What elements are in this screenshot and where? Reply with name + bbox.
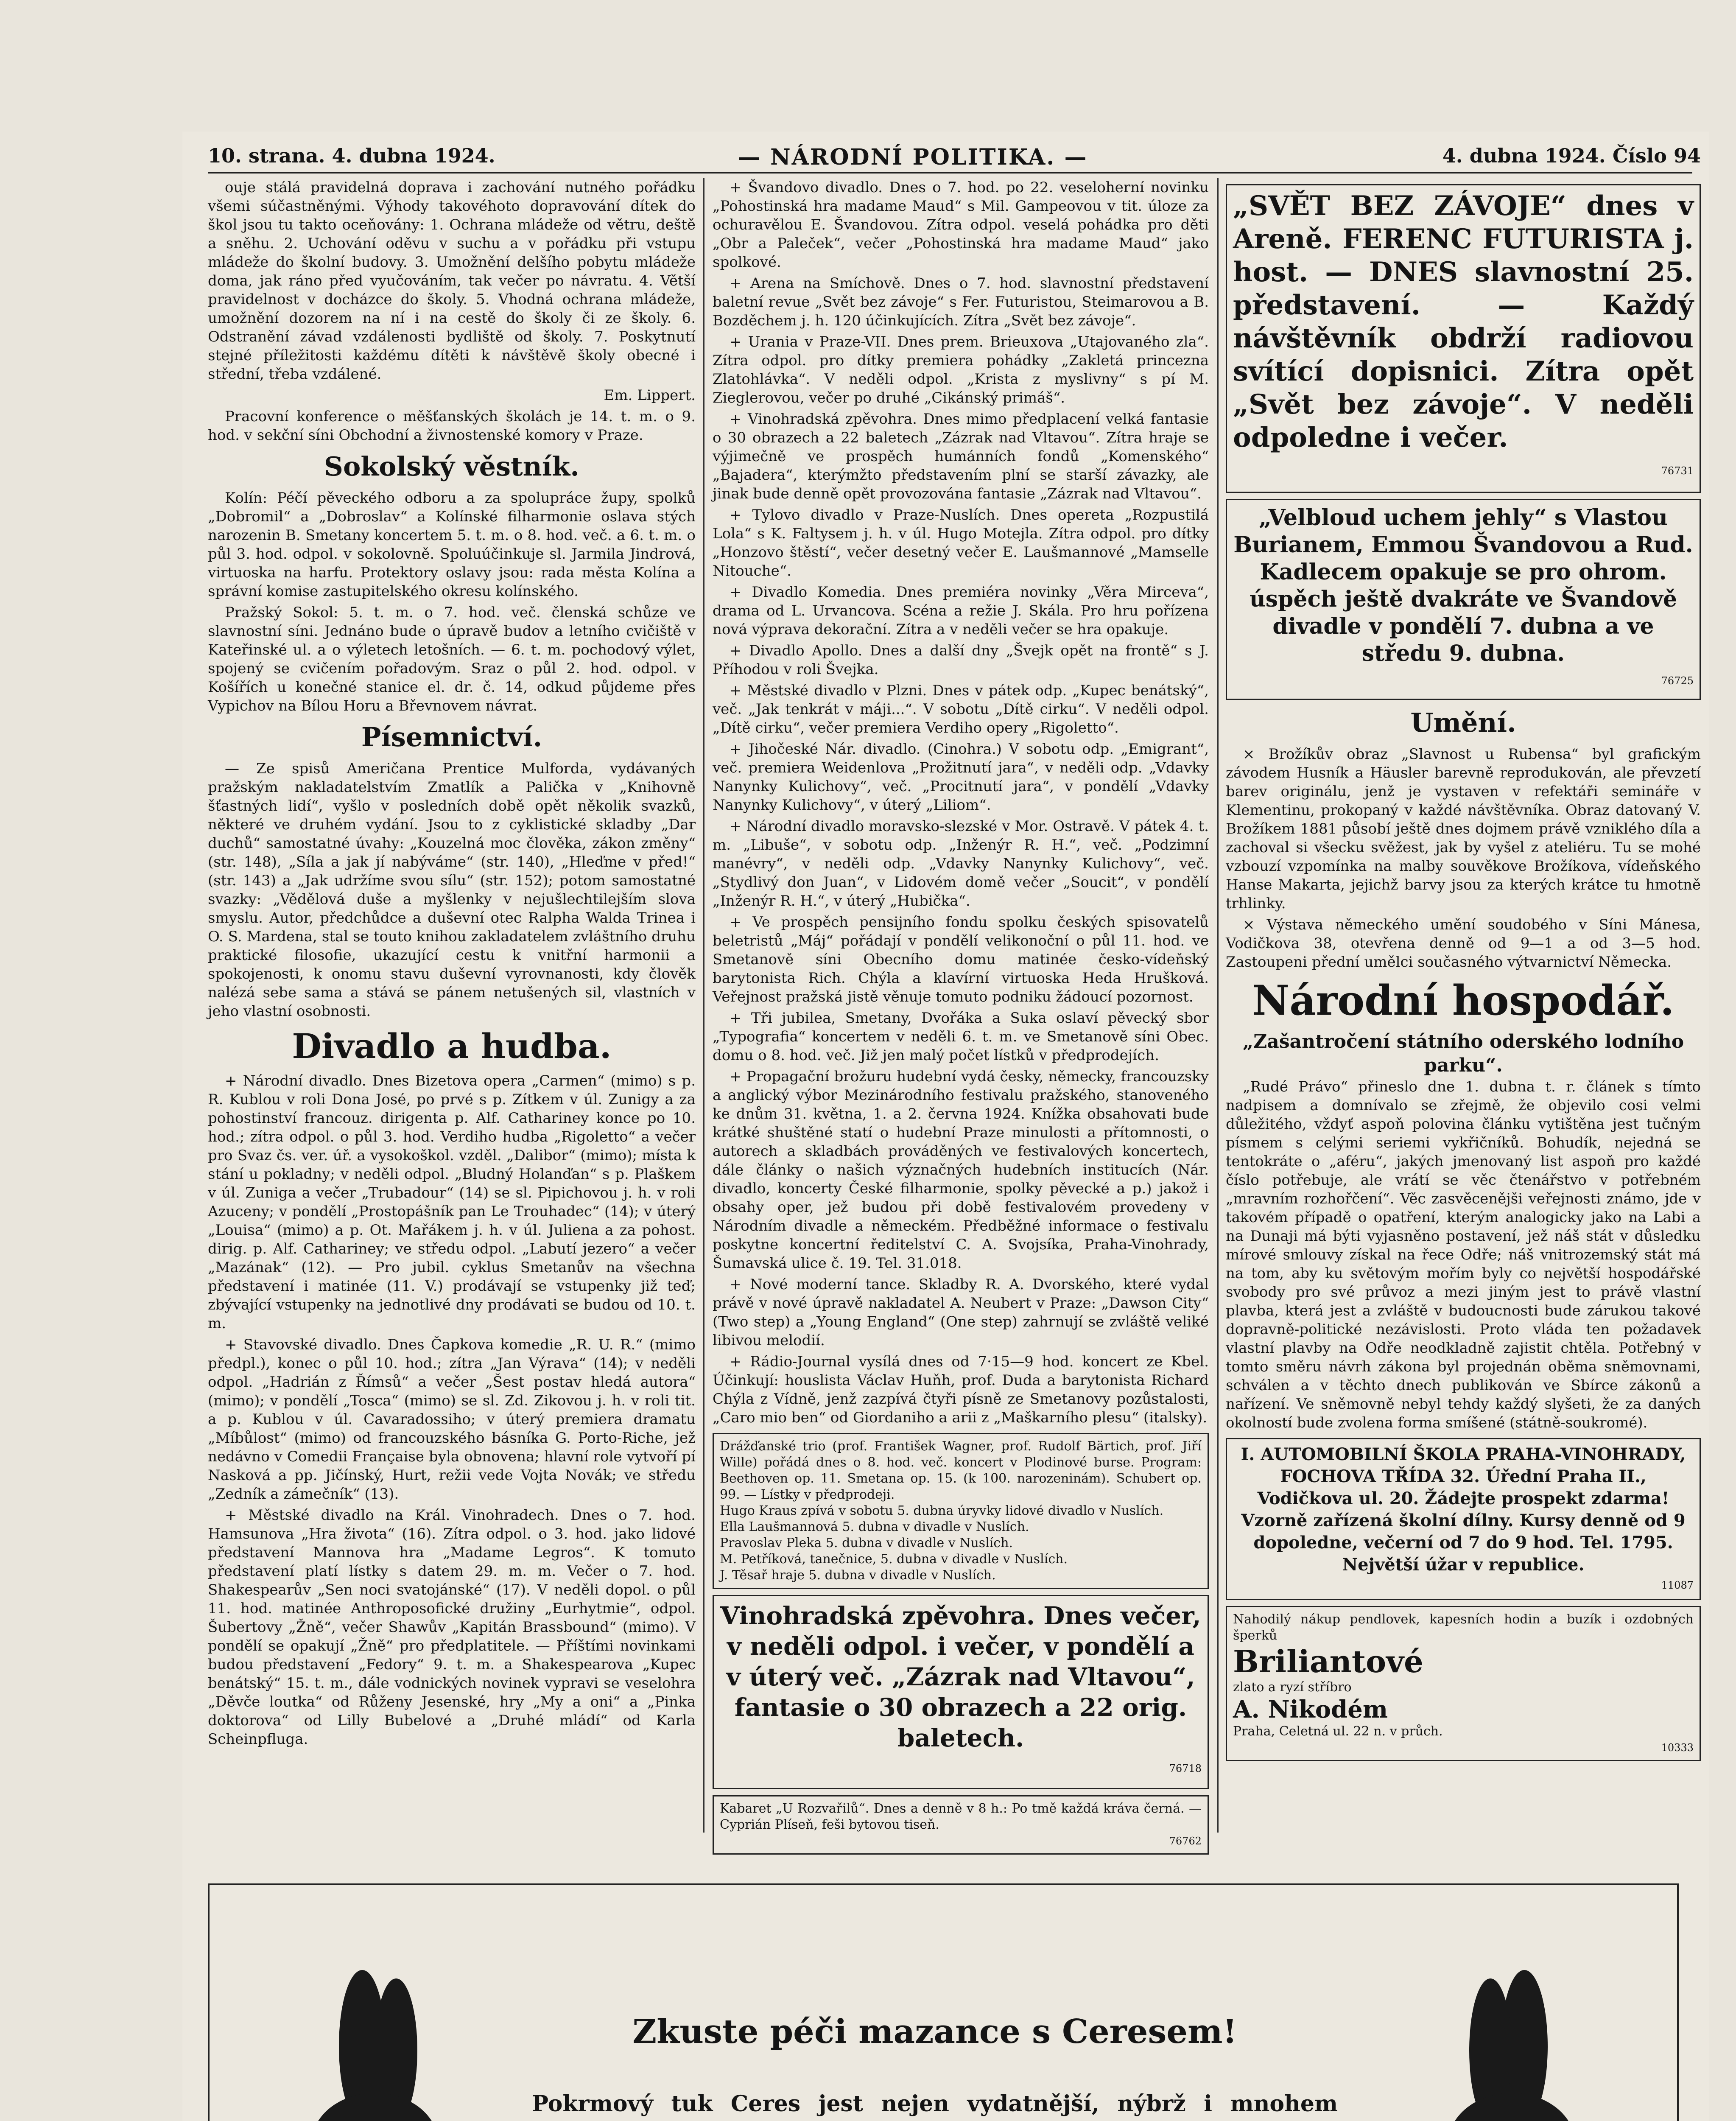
ad-headline: Zkuste péči mazance s Ceresem! bbox=[632, 2012, 1237, 2051]
ad-line: Hugo Kraus zpívá v sobotu 5. dubna úryvky lidové divadlo v Nuslích. bbox=[720, 1503, 1164, 1518]
masthead-right: 4. dubna 1924. Číslo 94 bbox=[1442, 144, 1701, 167]
concert-ad bbox=[713, 1433, 1209, 1589]
newspaper-page bbox=[182, 132, 1709, 2121]
ad-number: 10333 bbox=[1661, 1742, 1694, 1754]
article-text: + Rádio-Journal vysílá dnes od 7·15—9 hod. koncert ze Kbel. Účinkují: houslista Václav Huňh, prof. Duda a barytonista Richard Chýla z Vídně, jenž zazpívá čtyři písně ze Smetanovy pozůstalosti, „Caro mio ben“ od Giordaniho a arii z „Maškarního plesu“ (italsky). bbox=[713, 1353, 1209, 1426]
article-text: + Městské divadlo na Král. Vinohradech. Dnes o 7. hod. Hamsunova „Hra života“ (16). Zítra odpol. o 3. hod. jako lidové představení Mannova hra „Madame Legros“. K tomuto představení platí lístky s datem 29. m. m. Večer o 7. hod. Shakespearův „Sen noci svatojánské“ (17). V neděli dopol. o půl 11. hod. matinée Anthroposofické družiny „Eurhytmie“, odpol. Šubertovy „Žně“, večer Shawův „Kapitán Brassbound“ (mimo). V pondělí se opakují „Žně“ pro předplatitele. — Příštími novinkami budou představení „Fedory“ 9. t. m. a Shakespearova „Kupec benátský“ 15. t. m., dále vodnických novinek vypravi se veselohra „Děvče loutka“ od Růženy Jesenské, hry „My a oni“ a „Pinka doktorova“ od Lilly Bubelové a „Druhé mládí“ od Karla Scheinpfluga. bbox=[208, 1507, 696, 1748]
section-heading: Národní hospodář. bbox=[1252, 977, 1674, 1024]
article-text: + Propagační brožuru hudební vydá česky, německy, francouzsky a anglický výbor Mezinárodního festivalu pražského, stanoveného ke dnům 31. května, 1. a 2. června 1924. Knížka obsahovati bude krátké shuštěné statí o hudební Praze minulosti a přítomnosti, o autorech a skladbách prováděných ve festivalových koncertech, dále články o našich význačných hudebních institucích (Nár. divadlo, koncerty České filharmonie, spolky pěvecké a p.) jakož i obsahy oper, jež budou při době festivalovém provedeny v Národním divadle a německém. Předběžné informace o festivalu poskytne koncertní ředitelství C. A. Svojsíka, Praha-Vinohrady, Šumavská ulice č. 19. Tel. 31.018. bbox=[713, 1068, 1209, 1272]
article-text: + Nové moderní tance. Skladby R. A. Dvorského, které vydal právě v nové úpravě nakladatel A. Neubert v Praze: „Dawson City“ (Two step) a „Young England“ (One step) zahrnují se zvláště veliké libivou melodií. bbox=[713, 1276, 1209, 1349]
article-text: + Tylovo divadlo v Praze-Nuslích. Dnes opereta „Rozpustilá Lola“ s K. Faltysem j. h. v úl. Hugo Motejla. Zítra odpol. pro dítky „Honzovo štěstí“, večer desetný večer E. Laušmannové „Mamselle Nitouche“. bbox=[713, 506, 1209, 579]
newspaper-title: — NÁRODNÍ POLITIKA. — bbox=[738, 144, 1088, 170]
ceres-ad bbox=[208, 1883, 1679, 2121]
masthead-rule bbox=[208, 172, 1692, 173]
signature: Em. Lippert. bbox=[604, 387, 696, 404]
column-middle bbox=[713, 178, 1209, 1847]
article-text: + Urania v Praze-VII. Dnes prem. Brieuxova „Utajovaného zla“. Zítra odpol. pro dítky premiera pohádky „Zakletá princezna Zlatohlávka“. V neděli odpol. „Krista z myslivny“ s pí M. Zieglerovou, večer po druhé „Cikánský primáš“. bbox=[713, 333, 1209, 406]
article-text: × Výstava německého umění soudobého v Síni Mánesa, Vodičkova 38, otevřena denně od 9—1 a od 3—5 hod. Zastoupeni přední umělci současného výtvarnictví Německa. bbox=[1226, 916, 1701, 971]
article-text: „Rudé Právo“ přineslo dne 1. dubna t. r. článek s tímto nadpisem a domnívalo se zřejmě, že objevilo cosi velmi důležitého, vždyť aspoň polovina článku vytištěna jest tučným písmem s celými seriemi vykřičníků. Bohudík, nejedná se tentokráte o „aféru“, jakých jmenovaný list aspoň pro každé číslo potřebuje, ale vrátí se věc čtenářstvo v potřebném „mravním rozhořčení“. Věc zasvěcenějši veřejnosti známo, jde v takovém případě o opatření, kterým analogicky jako na Labi a na Dunaji má býti vyjasněno postavení, jež náš stát v důsledku mírové smlouvy získal na řece Odře; náš vnitrozemský stát má na tom, aby ku světovým mořím byly co největší hospodářské svobody pro své průvoz a mezi jiným jest to právě vlastní plavba, která jest a zvláště v budoucnosti bude zárukou takové dopravně-politické nezávislosti. Proto vláda ten požadavek vlastní plavby na Odře neodkladně zajistit chtěla. Potřebný v tomto směru návrh zákona byl projednán oběma sněmovnami, schválen a v těchto dnech publikován ve Sbírce zákonů a nařízení. Ve sněmovně nebyl tehdy každý slyšeti, že za daných okolností bude zvolena forma smíšené (státně-soukromé). bbox=[1226, 1078, 1701, 1431]
column-right bbox=[1226, 178, 1701, 1875]
autoskola-ad bbox=[1226, 1438, 1701, 1600]
section-heading: Umění. bbox=[1410, 707, 1516, 738]
article-text: Pražský Sokol: 5. t. m. o 7. hod. več. členská schůze ve slavnostní síni. Jednáno bude o úpravě budov a letního cvičiště v Kateřinské ul. a o výletech letošních. — 6. t. m. pochodový výlet, spojený se cvičením pořadovým. Sraz o půl 2. hod. odpol. v Košířích u konečné stanice el. dr. č. 14, odkud půjdeme přes Vypichov na Bílou Horu a Břevnovem návrat. bbox=[208, 604, 696, 714]
ad-text: Kabaret „U Rozvařilů“. Dnes a denně v 8 h.: Po tmě každá kráva černá. — Cyprián Plíseň, feši bytovou tiseň. bbox=[720, 1801, 1202, 1832]
zpevohra-ad bbox=[713, 1595, 1209, 1789]
ad-number: 76762 bbox=[1169, 1835, 1202, 1847]
ad-text: Praha, Celetná ul. 22 n. v průch. bbox=[1233, 1724, 1443, 1739]
masthead bbox=[208, 144, 1701, 174]
ad-line: Pravoslav Pleka 5. dubna v divadle v Nuslích. bbox=[720, 1536, 1013, 1550]
article-text: + Tři jubilea, Smetany, Dvořáka a Suka oslaví pěvecký sbor „Typografia“ koncertem v neděli 6. t. m. ve Smetanově síni Obec. domu o 8. hod. več. Již jen malý počet lístků v předprodejích. bbox=[713, 1010, 1209, 1064]
ad-number: 11087 bbox=[1661, 1579, 1694, 1591]
ad-text: Pokrmový tuk Ceres jest nejen vydatnější, nýbrž i mnohem bbox=[532, 2091, 1338, 2117]
article-text: + Národní divadlo moravsko-slezské v Mor. Ostravě. V pátek 4. t. m. „Libuše“, v sobotu odp. „Inženýr R. H.“, več. „Podzimní manévry“, v neděli odp. „Vdavky Nanynky Kulichovy“, več. „Stydlivý don Juan“, v Lidovém domě večer „Soucit“, v pondělí „Inženýr R. H.“, v úterý „Hubička“. bbox=[713, 818, 1209, 909]
article-text: + Švandovo divadlo. Dnes o 7. hod. po 22. veseloherní novinku „Pohostinská hra madame Maud“ s Mil. Gampeovou v tit. úloze za ochuravělou E. Švandovou. Zítra odpol. veselá pohádka pro děti „Obr a Paleček“, večer „Pohostinská hra madame Maud“ jako spolkové. bbox=[713, 179, 1209, 271]
article-text: ouje stálá pravidelná doprava i zachování nutného pořádku všemi súčastněnými. Výhody takovéhoto dopravování dítek do škol jsou tu takto oceňovány: 1. Ochrana mládeže od větru, deště a sněhu. 2. Uchování oděvu v suchu a v pořádku při vstupu mládeže do školní budovy. 3. Umožnění delšího pobytu mládeže doma, jak ráno před vyučováním, tak večer po návratu. 4. Větší pravidelnost v docházce do školy. 5. Vhodná ochrana mládeže, umožnění dozorem na ní i na cestě do školy či ze školy. 6. Odstranění závad vzdálenosti bydliště od školy. 7. Poskytnutí stejné příležitosti každému dítěti k návštěvě školy obecné i střední, třeba vzdálené. bbox=[208, 179, 696, 383]
ad-text: Vinohradská zpěvohra. Dnes večer, v neděli odpol. i večer, v pondělí a v úterý več. „Zázrak nad Vltavou“, fantasie o 30 obrazech a 22 orig. baletech. bbox=[720, 1601, 1201, 1752]
velbloud-ad bbox=[1226, 499, 1701, 700]
ad-headline: A. Nikodém bbox=[1233, 1696, 1388, 1724]
article-text: + Jihočeské Nár. divadlo. (Cinohra.) V sobotu odp. „Emigrant“, več. premiera Weidenlova „Prožitnutí jara“, v neděli odp. „Vdavky Nanynky Kulichovy“, več. „Procitnutí jara“, v pondělí „Vdavky Nanynky Kulichovy“, v úterý „Liliom“. bbox=[713, 741, 1209, 814]
article-text: + Vinohradská zpěvohra. Dnes mimo předplacení velká fantasie o 30 obrazech a 22 baletech „Zázrak nad Vltavou“. Zítra hraje se výjimečně ve prospěch humánních fondů „Komenského“ „Bajadera“, kterýmžto představením plní se starší závazky, ale jinak bude denně opět provozována fantasie „Zázrak nad Vltavou“. bbox=[713, 411, 1209, 502]
kabaret-ad bbox=[713, 1795, 1209, 1855]
article-text: + Stavovské divadlo. Dnes Čapkova komedie „R. U. R.“ (mimo předpl.), konec o půl 10. hod.; zítra „Jan Výrava“ (14); v neděli odpol. „Hadrián z Římsů“ a večer „Šest postav hledá autora“ (mimo); v pondělí „Tosca“ (mimo) se sl. Zd. Zikovou j. h. v roli tit. a p. Kublou v úl. Cavaradossiho; v úterý premiera dramatu „Míbůlost“ (mimo) od francouzského básníka G. Porto-Riche, jež nedávno v Comedii Française byla obnovena; hlavní role vytvoří pí Nasková a pp. Jičínský, Hurt, režii vede Vojta Novák; ve středu „Zedník a zámečník“ (13). bbox=[208, 1336, 696, 1503]
article-text: + Divadlo Apollo. Dnes a další dny „Švejk opět na frontě“ s J. Příhodou v roli Švejka. bbox=[713, 642, 1209, 678]
ad-text: „Velbloud uchem jehly“ s Vlastou Burianem, Emmou Švandovou a Rud. Kadlecem opakuje se pro ohrom. úspěch ještě dvakráte ve Švandově divadle v pondělí 7. dubna a ve středu 9. dubna. bbox=[1233, 505, 1693, 666]
article-text: + Městské divadlo v Plzni. Dnes v pátek odp. „Kupec benátský“, več. „Jak tenkrát v máji...“. V sobotu „Dítě cirku“. V neděli odpol. „Dítě cirku“, večer premiera Verdiho opery „Rigoletto“. bbox=[713, 682, 1209, 736]
ad-line: Ella Laušmannová 5. dubna v divadle v Nuslích. bbox=[720, 1519, 1029, 1534]
article-text: + Arena na Smíchově. Dnes o 7. hod. slavnostní představení baletní revue „Svět bez závoje“ s Fer. Futuristou, Steimarovou a B. Bozděchem j. h. 120 účinkujících. Zítra „Svět bez závoje“. bbox=[713, 275, 1209, 329]
ad-headline: Briliantové bbox=[1233, 1643, 1423, 1679]
column-divider bbox=[703, 178, 704, 1833]
ad-line: M. Petříková, tanečnice, 5. dubna v divadle v Nuslích. bbox=[720, 1552, 1068, 1567]
rabbit-illustration bbox=[1410, 1962, 1630, 2121]
ad-text: Nahodilý nákup pendlovek, kapesních hodin a buzík i ozdobných šperků bbox=[1233, 1612, 1694, 1643]
ad-number: 76725 bbox=[1661, 675, 1694, 687]
article-headline: „Zašantročení státního oderského lodního parku“. bbox=[1242, 1031, 1684, 1076]
article-text: Kolín: Péčí pěveckého odboru a za spolupráce župy, spolků „Dobromil“ a „Dobroslav“ a Kolínské filharmonie oslava stých narozenin B. Smetany koncertem 5. t. m. o 8. hod. več. a 6. t. m. o půl 3. hod. odpol. v sokolovně. Spoluúčinkuje sl. Jarmila Jindrová, virtuoska na harfu. Protektory oslavy jsou: rada města Kolína a správní komise zastupitelského okresu kolínského. bbox=[208, 490, 696, 600]
ad-number: 76718 bbox=[1169, 1763, 1202, 1774]
ad-text: zlato a ryzí stříbro bbox=[1233, 1680, 1352, 1695]
article-text: + Divadlo Komedia. Dnes premiéra novinky „Věra Mirceva“, drama od L. Urvancova. Scéna a režie J. Skála. Pro hru pořízena nová výprava dekorační. Zítra a v neděli večer se hra opakuje. bbox=[713, 584, 1209, 638]
article-text: Pracovní konference o měšťanských školách je 14. t. m. o 9. hod. v sekční síni Obchodní a živnostenské komory v Praze. bbox=[208, 408, 696, 444]
section-heading: Písemnictví. bbox=[361, 722, 542, 753]
ad-line: Drážďanské trio (prof. František Wagner, prof. Rudolf Bärtich, prof. Jiří Wille) pořádá dnes o 8. hod. več. koncert v Plodinové burse. Program: Beethoven op. 11. Smetana op. 15. (k 100. narozeninám). Schubert op. 99. — Lístky v předprodeji. bbox=[720, 1439, 1202, 1502]
article-text: + Národní divadlo. Dnes Bizetova opera „Carmen“ (mimo) s p. R. Kublou v roli Dona José, po prvé s p. Zítkem v úl. Zunigy a za pohostinství francouz. dirigenta p. Alf. Cathariney konce po 10. hod.; zítra odpol. o půl 3. hod. Verdiho hudba „Rigoletto“ a večer pro Svaz čs. ver. úř. a vysokoškol. vzděl. „Dalibor“ (mimo); místa k stání u pokladny; v neděli odpol. „Bludný Holanďan“ s p. Plaškem v úl. Zuniga a večer „Trubadour“ (14) se sl. Pipichovou j. h. v roli Azuceny; v pondělí „Prostopášník pan Le Trouhadec“ (14); v úterý „Louisa“ (mimo) a p. Ot. Mařákem j. h. v úl. Juliena a za pohost. dirig. p. Alf. Cathariney; ve středu odpol. „Labutí jezero“ a večer „Mazának“ (12). — Pro jubil. cyklus Smetanův na všechna představení i matinée (11. V.) prodávají se vstupenky již teď; zbývající vstupenky na jednotlivé dny prodávati se budou od 10. t. m. bbox=[208, 1072, 696, 1332]
ad-line: J. Těsař hraje 5. dubna v divadle v Nuslích. bbox=[720, 1568, 996, 1583]
ad-text: I. AUTOMOBILNÍ ŠKOLA PRAHA-VINOHRADY, FOCHOVA TŘÍDA 32. Úřední Praha II., Vodičkova ul. 20. Žádejte prospekt zdarma! Vzorně zařízená školní dílny. Kursy denně od 9 dopoledne, večerní od 7 do 9 hod. Tel. 1795. Největší úžar v republice. bbox=[1241, 1444, 1686, 1575]
column-divider bbox=[1217, 178, 1219, 1833]
article-text: + Ve prospěch pensijního fondu spolku českých spisovatelů beletristů „Máj“ pořádají v pondělí velikonoční o půl 11. hod. ve Smetanově síni Obecního domu matinée česko-vídeňský barytonista Rich. Chýla a klavírní virtuoska Heda Hrušková. Veřejnost pražská jistě věnuje tomuto podniku žádoucí pozornost. bbox=[713, 914, 1209, 1005]
section-heading: Divadlo a hudba. bbox=[292, 1026, 612, 1066]
section-heading: Sokolský věstník. bbox=[324, 451, 579, 482]
ad-number: 76731 bbox=[1661, 465, 1694, 477]
briliant-ad bbox=[1226, 1606, 1701, 1761]
column-left bbox=[208, 178, 696, 1833]
article-text: × Brožíkův obraz „Slavnost u Rubensa“ byl grafickým závodem Husník a Häusler barevně reprodukován, ale převzetí barev originálu, jenž je vystaven v refektáři semináře v Klementinu, prokopaný v každé návštěvníka. Obraz datovaný V. Brožíkem 1881 působí ještě dnes dojmem právě vzniklého díla a zachoval si všecku svěžest, jak by vyšel z ateliéru. Tu se mohé vzbouzí vzpomínka na malby souvěkove Brožíkova, vídeňského Hanse Makarta, jejichž barvy jsou za kterých krátce tu hmotně trhlinky. bbox=[1226, 746, 1701, 912]
ad-text: „SVĚT BEZ ZÁVOJE“ dnes v Areně. FERENC FUTURISTA j. host. — DNES slavnostní 25. představení. — Každý návštěvník obdrží radiovou svítící dopisnici. Zítra opět „Svět bez závoje“. V neděli odpoledne i večer. bbox=[1233, 190, 1694, 453]
rabbit-illustration bbox=[256, 1962, 477, 2121]
svet-bez-zavoje-ad bbox=[1226, 184, 1701, 493]
article-text: — Ze spisů Američana Prentice Mulforda, vydávaných pražským nakladatelstvím Zmatlík a Palička v „Knihovně šťastných lidí“, vyšlo v posledních době opět několik svazků, některé ve druhém vydání. Jsou to z cyklistické skladby „Dar duchů“ samostatné úvahy: „Kouzelná moc člověka, zákon změny“ (str. 148), „Síla a jak jí nabýváme“ (str. 140), „Hleďme v před!“ (str. 143) a „Jak udržíme svou sílu“ (str. 152); potom samostatné svazky: „Vědělová duše a myšlenky v nejušlechtilejším slova smyslu. Autor, předchůdce a duševní otec Ralpha Walda Trinea i O. S. Mardena, stal se touto knihou zakladatelem zvláštního druhu praktické filosofie, ukazující cestu k vnitřní harmonii a spokojenosti, k onomu stavu duševní vyrovnanosti, kdy člověk nalézá sebe sama a stává se pánem netušených sil, vlastních v jeho vlastní osobnosti. bbox=[208, 760, 696, 1020]
masthead-left: 10. strana. 4. dubna 1924. bbox=[208, 144, 495, 167]
